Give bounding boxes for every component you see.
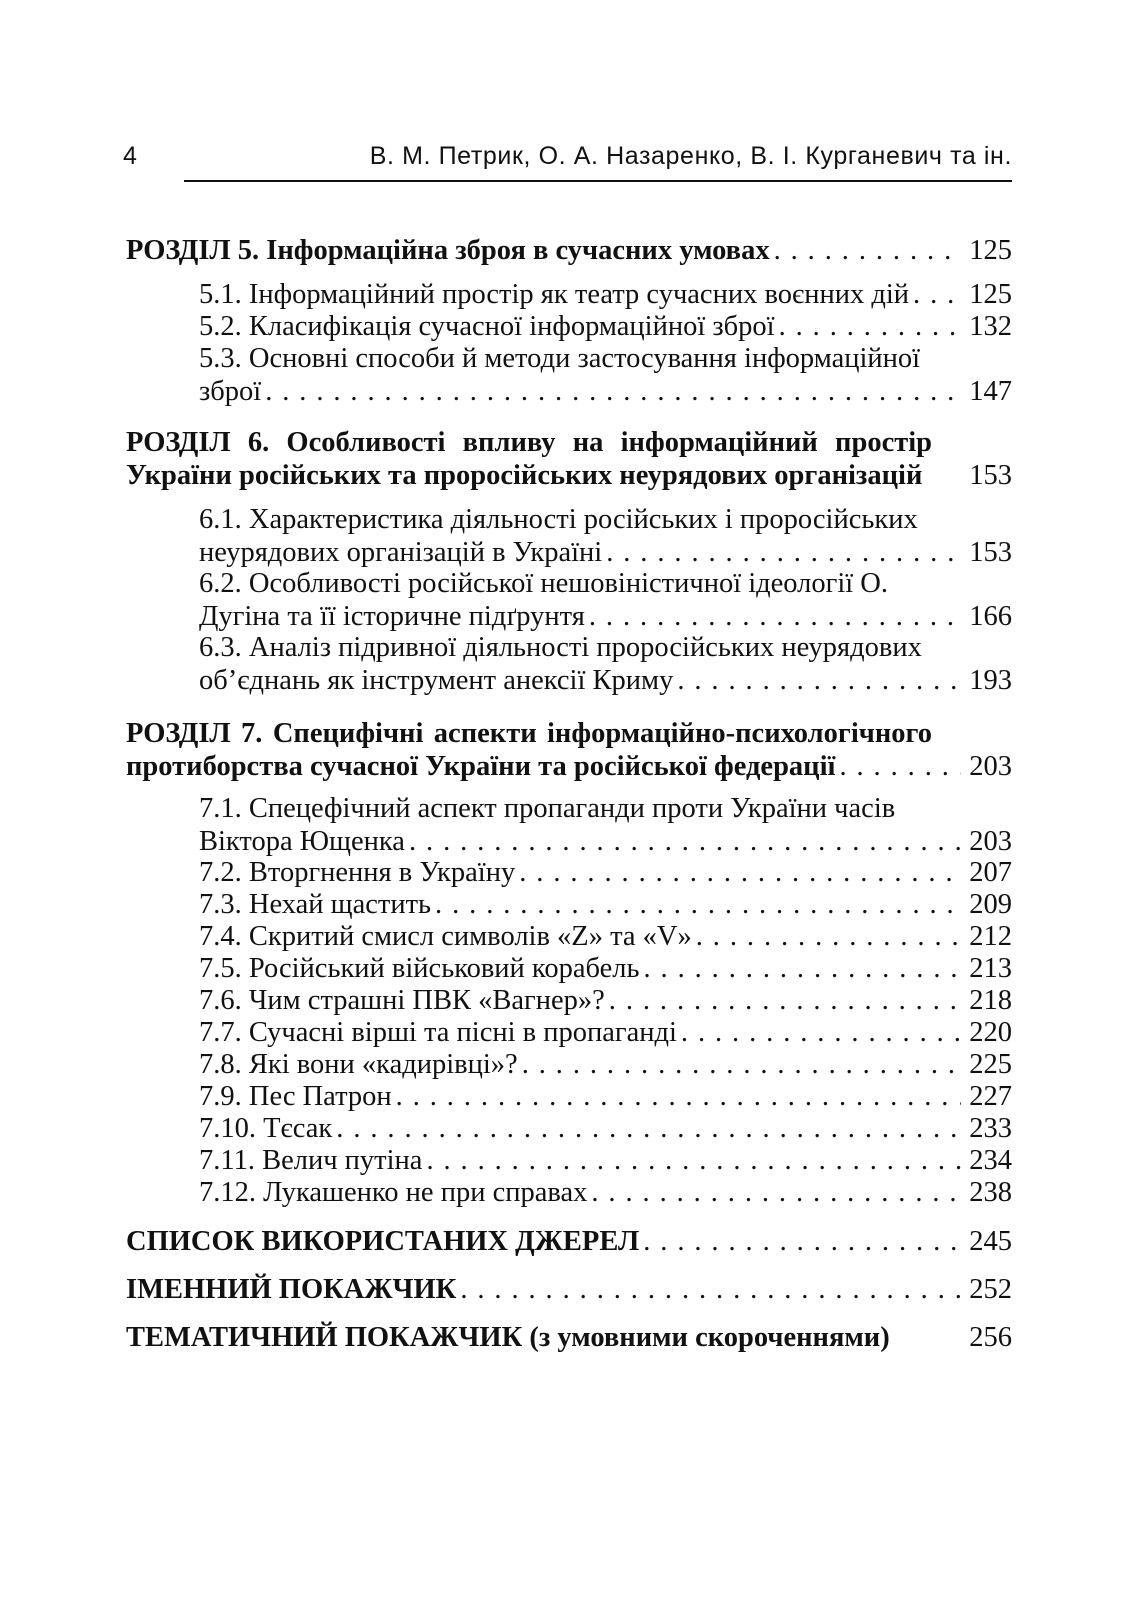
toc-entry-5-2[interactable] (199, 310, 1012, 343)
toc-page-number: 234 (969, 1145, 1012, 1176)
toc-page-number: 218 (969, 985, 1012, 1016)
dot-leader (591, 1176, 961, 1209)
toc-page-number: 209 (969, 889, 1012, 920)
toc-page-number: 212 (969, 921, 1012, 952)
toc-entry-title-line1: 6.1. Характеристика діяльності російських і проросійських (199, 504, 918, 535)
dot-leader (677, 664, 961, 697)
toc-entry-7-5[interactable] (199, 952, 1012, 985)
toc-page-number: 238 (969, 1177, 1012, 1208)
toc-entry-6-1[interactable] (199, 503, 1012, 569)
toc-entry-title-line2: неурядових організацій в Україні (199, 537, 603, 568)
toc-entry-title: 7.3. Нехай щастить (199, 889, 432, 920)
toc-entry-title-line1: 7.1. Спецефічний аспект пропаганди проти України часів (199, 793, 896, 824)
toc-entry-6-2[interactable] (199, 567, 1012, 633)
toc-page-number: 256 (969, 1322, 1012, 1353)
toc-entry-7-3[interactable] (199, 888, 1012, 921)
toc-entry-title: ТЕМАТИЧНИЙ ПОКАЖЧИК (з умовними скороченнями) (126, 1322, 890, 1353)
toc-entry-7-11[interactable] (199, 1144, 1012, 1177)
toc-entry-5-3[interactable] (199, 342, 1012, 408)
toc-page-number: 213 (969, 953, 1012, 984)
dot-leader (643, 1225, 961, 1258)
dot-leader (460, 1273, 961, 1306)
toc-entry-title: 7.12. Лукашенко не при справах (199, 1177, 588, 1208)
toc-page-number: 207 (969, 857, 1012, 888)
dot-leader (913, 278, 961, 311)
toc-entry-title-line1: 5.3. Основні способи й методи застосування інформаційної (199, 343, 921, 374)
toc-entry-title: СПИСОК ВИКОРИСТАНИХ ДЖЕРЕЛ (126, 1226, 640, 1257)
toc-entry-7-6[interactable] (199, 984, 1012, 1017)
toc-page-number: 147 (969, 376, 1012, 407)
toc-entry-7-12[interactable] (199, 1176, 1012, 1209)
dot-leader (609, 984, 961, 1017)
toc-entry-5-1[interactable] (199, 278, 1012, 311)
toc-entry-title-line2: зброї (199, 376, 262, 407)
toc-page-number: 132 (969, 311, 1012, 342)
toc-entry-subject-index[interactable] (126, 1321, 1012, 1354)
toc-page-number: 203 (969, 826, 1012, 857)
toc-entry-7-9[interactable] (199, 1080, 1012, 1113)
toc-entry-title-line2: протиборства сучасної України та російської федерації (126, 751, 836, 782)
toc-entry-title: РОЗДІЛ 5. Інформаційна зброя в сучасних умовах (126, 235, 770, 266)
dot-leader (519, 856, 961, 889)
toc-page-number: 227 (969, 1081, 1012, 1112)
toc-entry-title-line2: Віктора Ющенка (199, 826, 405, 857)
toc-entry-7-1[interactable] (199, 792, 1012, 858)
toc-entry-7-7[interactable] (199, 1016, 1012, 1049)
dot-leader (396, 1080, 962, 1113)
toc-entry-title-line2: України російських та проросійських неурядових організацій (126, 460, 923, 491)
toc-entry-title: 5.1. Інформаційний простір як театр сучасних воєнних дій (199, 279, 910, 310)
toc-entry-name-index[interactable] (126, 1273, 1012, 1306)
toc-entry-title-line1: РОЗДІЛ 6. Особливості впливу на інформаційний простір (126, 427, 932, 458)
toc-entry-7-10[interactable] (199, 1112, 1012, 1145)
toc-entry-7-8[interactable] (199, 1048, 1012, 1081)
dot-leader (839, 750, 961, 783)
toc-page-number: 245 (969, 1226, 1012, 1257)
toc-entry-sources[interactable] (126, 1225, 1012, 1258)
dot-leader (336, 1112, 961, 1145)
toc-entry-title-line1: 6.2. Особливості російської нешовіністичної ідеології О. (199, 568, 889, 599)
toc-entry-7-4[interactable] (199, 920, 1012, 953)
toc-page-number: 125 (969, 279, 1012, 310)
dot-leader (774, 234, 962, 267)
toc-entry-title-line2: об’єднань як інструмент анексії Криму (199, 665, 674, 696)
header-bar (123, 142, 1012, 182)
toc-entry-title: 5.2. Класифікація сучасної інформаційної зброї (199, 311, 775, 342)
toc-entry-title: 7.5. Російський військовий корабель (199, 953, 640, 984)
toc-entry-chapter-7[interactable] (126, 717, 1012, 783)
toc-page-number: 193 (969, 665, 1012, 696)
toc-entry-title-line1: РОЗДІЛ 7. Специфічні аспекти інформаційно-психологічного (126, 718, 932, 749)
toc-entry-title: 7.9. Пес Патрон (199, 1081, 392, 1112)
dot-leader (779, 310, 962, 343)
running-head-authors: В. М. Петрик, О. А. Назаренко, В. І. Курганевич та ін. (369, 142, 1012, 170)
page-number: 4 (123, 142, 137, 170)
toc-page-number: 220 (969, 1017, 1012, 1048)
toc-entry-chapter-6[interactable] (126, 426, 1012, 492)
dot-leader (265, 375, 961, 408)
toc-page-number: 166 (969, 601, 1012, 632)
dot-leader (409, 825, 961, 858)
toc-entry-title: ІМЕННИЙ ПОКАЖЧИК (126, 1274, 457, 1305)
toc-page-number: 125 (969, 235, 1012, 266)
toc-entry-7-2[interactable] (199, 856, 1012, 889)
dot-leader (589, 600, 961, 633)
toc-entry-6-3[interactable] (199, 631, 1012, 697)
toc-entry-title: 7.11. Велич путіна (199, 1145, 423, 1176)
toc-page-number: 203 (969, 751, 1012, 782)
toc-entry-title-line1: 6.3. Аналіз підривної діяльності проросійських неурядових (199, 632, 922, 663)
dot-leader (426, 1144, 961, 1177)
dot-leader (606, 536, 961, 569)
toc-entry-title: 7.10. Тєсак (199, 1113, 333, 1144)
toc-page-number: 153 (969, 537, 1012, 568)
toc-entry-title: 7.2. Вторгнення в Україну (199, 857, 516, 888)
dot-leader (522, 1048, 962, 1081)
toc-entry-title: 7.8. Які вони «кадирівці»? (199, 1049, 518, 1080)
toc-entry-title: 7.7. Сучасні вірші та пісні в пропаганді (199, 1017, 677, 1048)
toc-page-number: 225 (969, 1049, 1012, 1080)
dot-leader (696, 920, 962, 953)
toc-entry-title: 7.6. Чим страшні ПВК «Вагнер»? (199, 985, 605, 1016)
dot-leader (681, 1016, 961, 1049)
toc-page-number: 252 (969, 1274, 1012, 1305)
header-rule (184, 180, 1012, 182)
dot-leader (435, 888, 961, 921)
dot-leader (643, 952, 961, 985)
toc-page-number: 233 (969, 1113, 1012, 1144)
toc-entry-title-line2: Дугіна та її історичне підґрунтя (199, 601, 585, 632)
toc-entry-chapter-5[interactable] (126, 234, 1012, 267)
toc-page-number: 153 (969, 460, 1012, 491)
toc-entry-title: 7.4. Скритий смисл символів «Z» та «V» (199, 921, 692, 952)
